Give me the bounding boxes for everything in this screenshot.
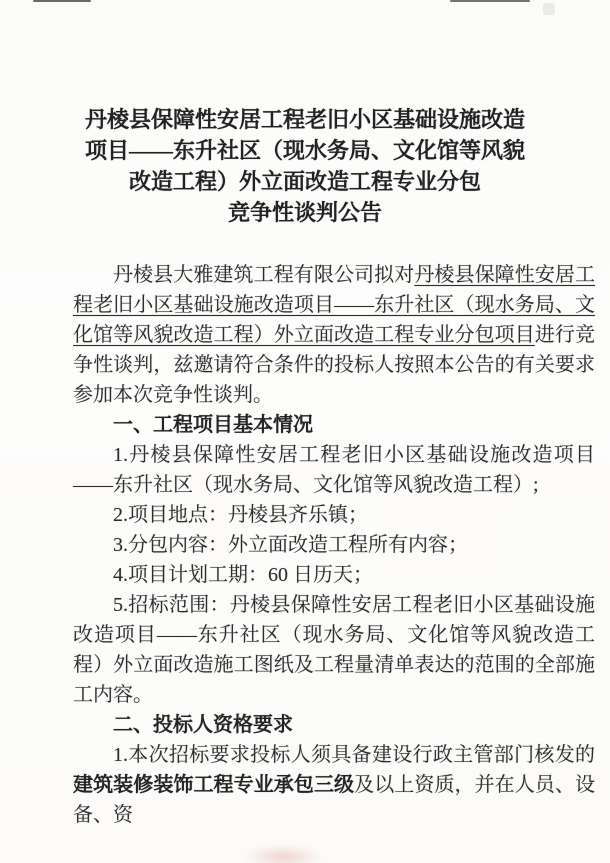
- title-line-2: 项目——东升社区（现水务局、文化馆等风貌: [84, 138, 525, 163]
- section1-item-2: 2.项目地点：丹棱县齐乐镇；: [113, 504, 368, 526]
- section1-item-5: 5.招标范围：丹棱县保障性安居工程老旧小区基础设施改造项目——东升社区（现水务局、文化馆等风貌改造工程）外立面改造施工图纸及工程量清单表达的范围的全部施工内容。: [73, 594, 595, 706]
- section1-item-3: 3.分包内容：外立面改造工程所有内容；: [113, 534, 468, 556]
- intro-paragraph: [73, 260, 595, 410]
- title-line-1: 丹棱县保障性安居工程老旧小区基础设施改造: [84, 107, 525, 132]
- scan-artifact-top-left: [33, 0, 91, 2]
- document-body: [73, 260, 595, 830]
- section1-item-1: 1.丹棱县保障性安居工程老旧小区基础设施改造项目——东升社区（现水务局、文化馆等风貌改造工程）;: [73, 444, 595, 496]
- text-segment-bold: 建筑装修装饰工程专业承包三级: [73, 774, 355, 796]
- text-segment-normal: 丹棱县大雅建筑工程有限公司拟对: [113, 264, 415, 286]
- document-title: [0, 104, 610, 228]
- text-segment-normal: 及以上资质，并在人员、设备、资: [73, 774, 596, 826]
- section1-item-4: 4.项目计划工期：60 日历天；: [113, 564, 373, 586]
- scan-artifact-top-right: [450, 0, 530, 2]
- section1-heading: 一、工程项目基本情况: [113, 414, 313, 436]
- section2-item-1: [73, 740, 595, 830]
- text-segment-underline: 丹棱县保障性安居工程老旧小区基础设施改造项目——东升社区（现水务局、文化馆等风貌改造工程）外立面改造工程专业分包项目: [73, 264, 596, 346]
- section2-heading: 二、投标人资格要求: [113, 714, 293, 736]
- seal-smudge: [243, 845, 323, 863]
- title-line-3: 改造工程）外立面改造工程专业分包: [128, 169, 481, 194]
- text-segment-normal: 1.本次招标要求投标人须具备建设行政主管部门核发的: [113, 744, 595, 766]
- title-line-4: 竞争性谈判公告: [227, 200, 382, 225]
- text-segment-normal: 进行竞争性谈判，兹邀请符合条件的投标人按照本公告的有关要求参加本次竞争性谈判。: [73, 324, 596, 406]
- scan-artifact-corner-smudge: [543, 3, 555, 15]
